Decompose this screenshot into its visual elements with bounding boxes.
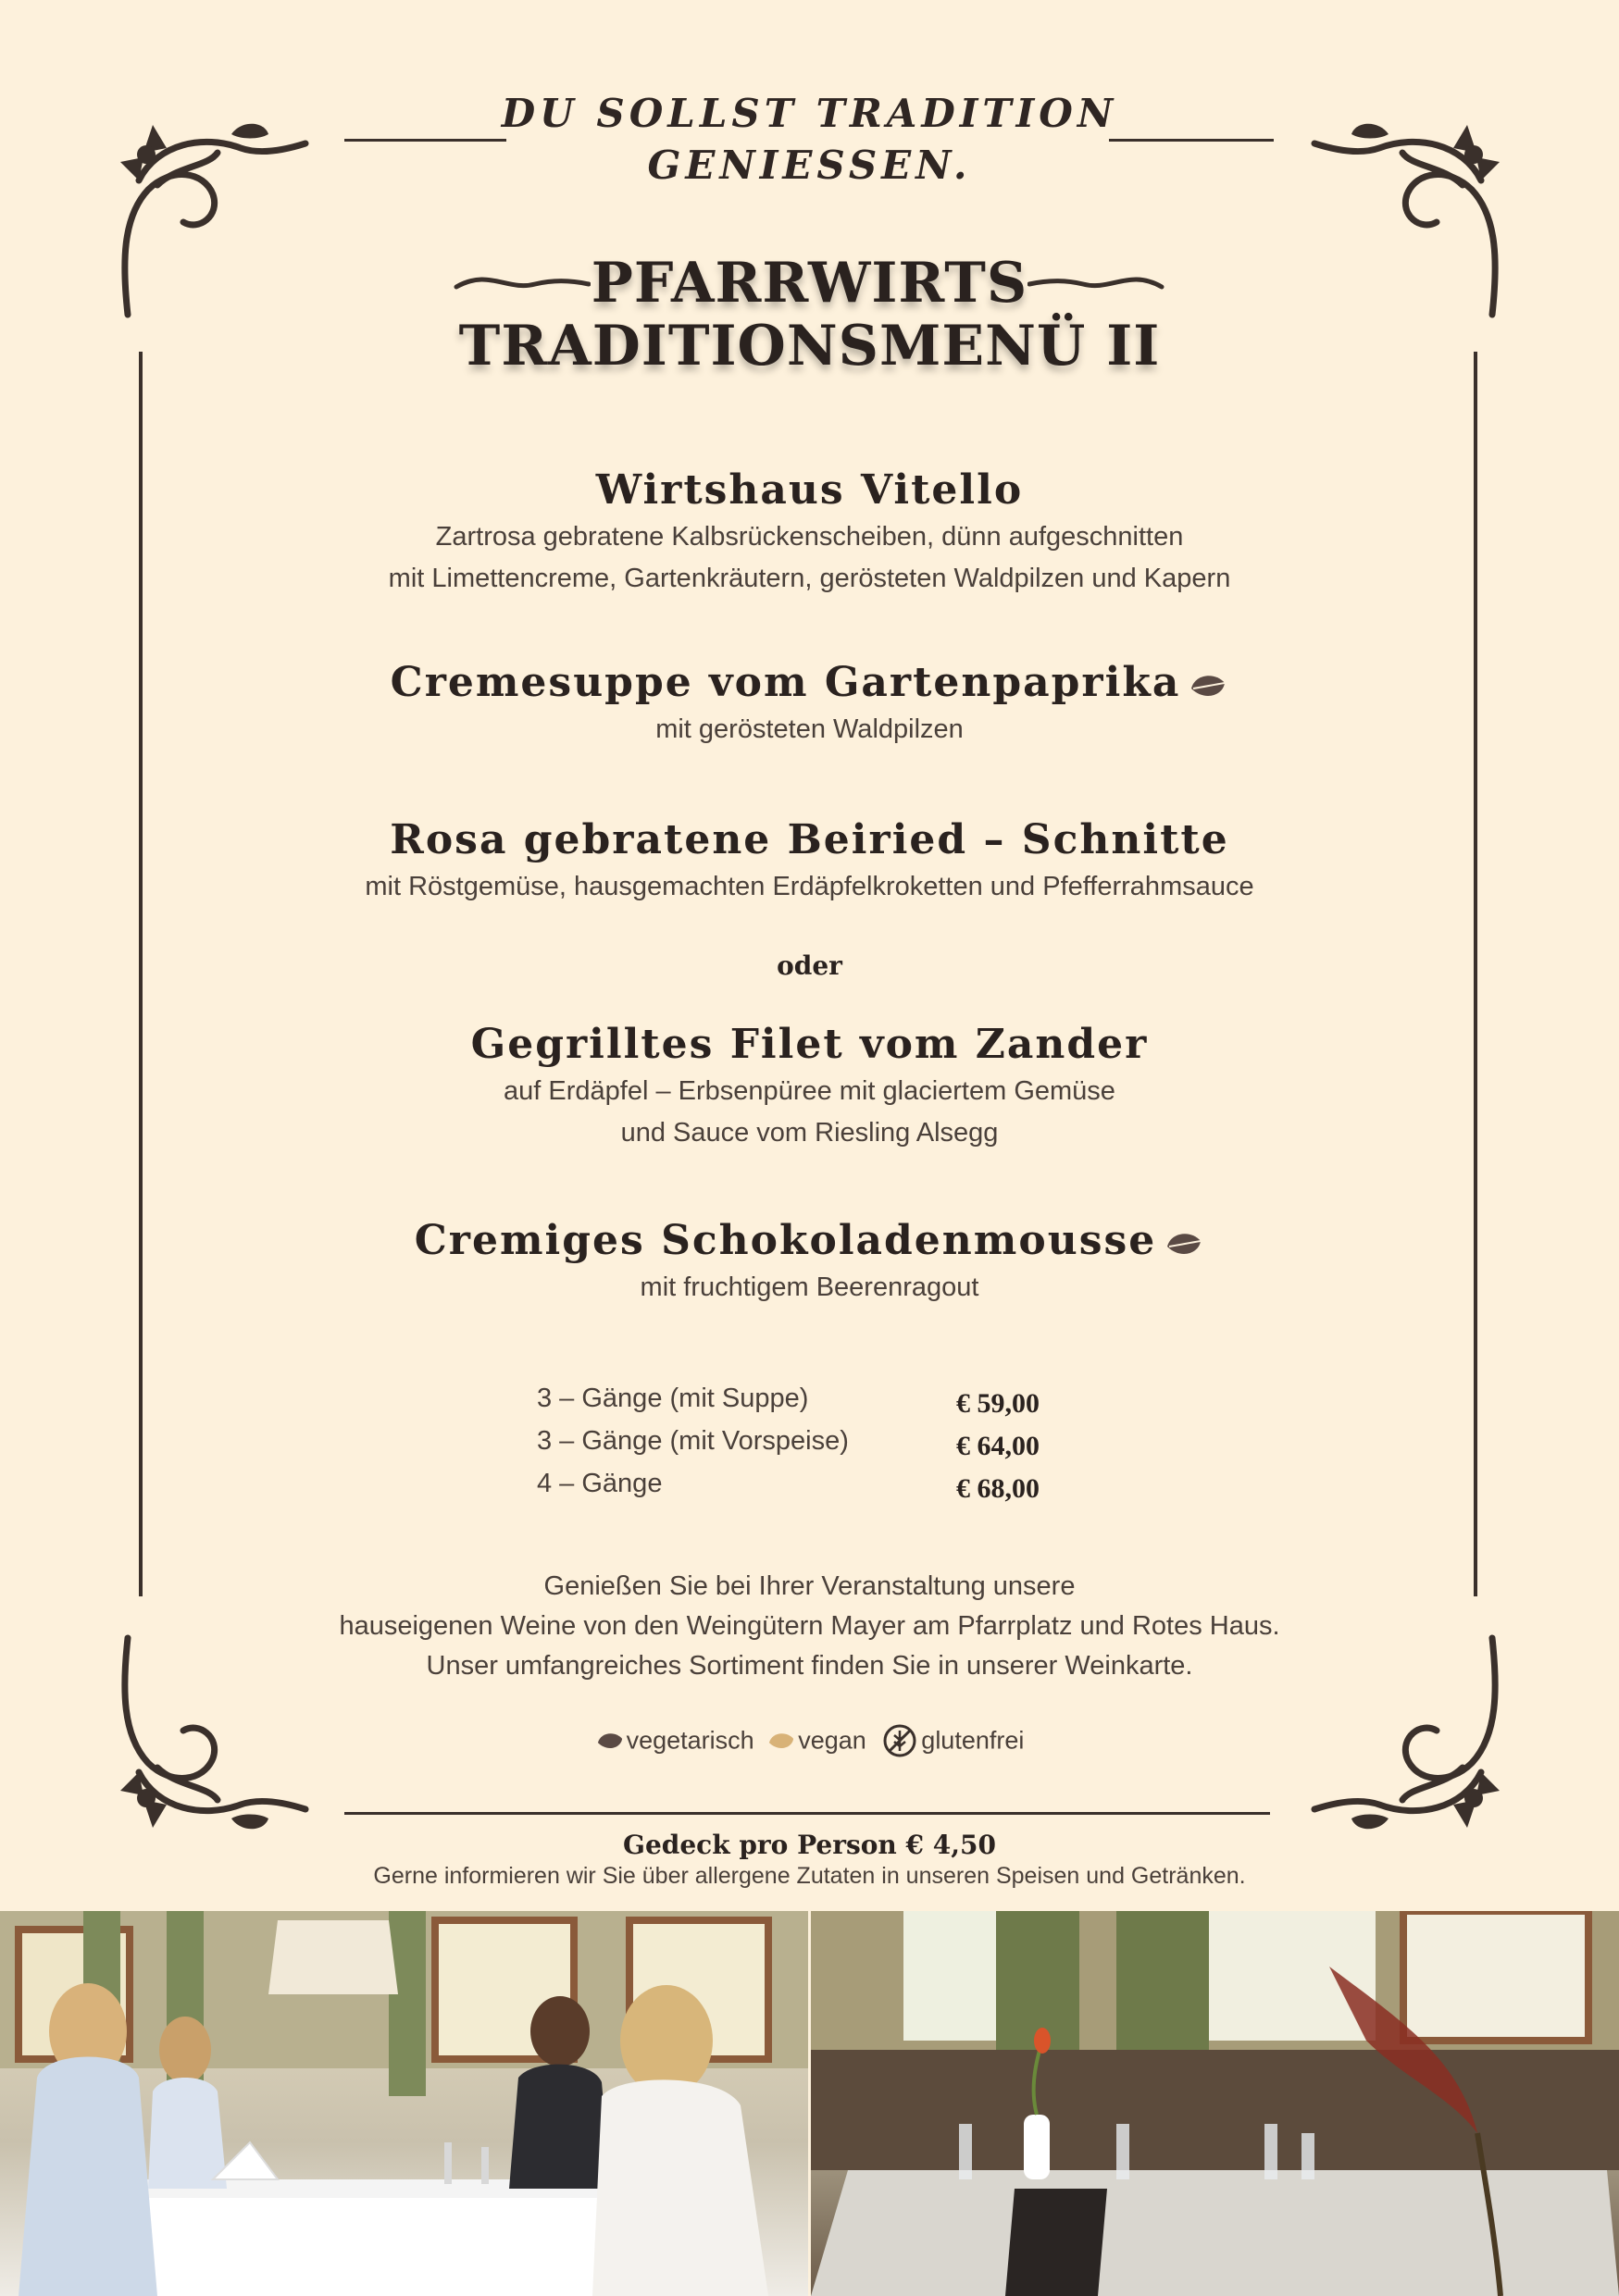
price-label-2: 3 – Gänge (mit Vorspeise) [537, 1426, 849, 1456]
wine-note-line2: hauseigenen Weine von den Weingütern Mayer am Pfarrplatz und Rotes Haus. [339, 1611, 1280, 1641]
price-value-2: € 64,00 [956, 1431, 1040, 1461]
price-value-1: € 59,00 [956, 1388, 1040, 1419]
course-3-desc: mit Röstgemüse, hausgemachten Erdäpfelkroketten und Pfefferrahmsauce [365, 872, 1254, 901]
course-1-name: Wirtshaus Vitello [595, 466, 1024, 514]
oder-separator: oder [777, 950, 842, 981]
wine-note-line1: Genießen Sie bei Ihrer Veranstaltung unsere [543, 1571, 1076, 1601]
vegan-leaf-icon [766, 1729, 796, 1753]
gedeck-price: Gedeck pro Person € 4,50 [623, 1830, 996, 1860]
course-3 [0, 814, 1619, 908]
course-2 [0, 657, 1619, 751]
menu-title [0, 252, 1619, 378]
diet-legend [0, 1723, 1619, 1758]
course-4-name: Gegrilltes Filet vom Zander [470, 1021, 1149, 1068]
restaurant-photo-guests [0, 1911, 808, 2296]
price-label-3: 4 – Gänge [537, 1469, 663, 1498]
bottom-rule [344, 1812, 1270, 1815]
allergen-note: Gerne informieren wir Sie über allergene Zutaten in unseren Speisen und Getränken. [373, 1863, 1246, 1889]
menu-title-line2: TRADITIONSMENÜ II [458, 314, 1161, 379]
tagline-line2: GENIESSEN. [647, 143, 972, 188]
course-1 [0, 465, 1619, 600]
course-4 [0, 1019, 1619, 1154]
course-2-name: Cremesuppe vom Gartenpaprika [390, 659, 1181, 706]
legend-vegetarian: vegetarisch [626, 1726, 754, 1755]
course-5-desc: mit fruchtigem Beerenragout [640, 1272, 979, 1302]
vegetarian-leaf-icon [1164, 1228, 1204, 1260]
vegetarian-leaf-icon [595, 1729, 625, 1753]
legend-glutenfree: glutenfrei [921, 1726, 1025, 1755]
course-3-name: Rosa gebratene Beiried – Schnitte [390, 816, 1229, 863]
wine-note-line3: Unser umfangreiches Sortiment finden Sie in unserer Weinkarte. [426, 1651, 1193, 1681]
course-5 [0, 1215, 1619, 1309]
menu-title-line1: PFARRWIRTS [591, 251, 1028, 316]
gluten-free-icon [882, 1723, 917, 1758]
wine-note [0, 1567, 1619, 1686]
course-1-desc-line2: mit Limettencreme, Gartenkräutern, gerösteten Waldpilzen und Kapern [388, 564, 1231, 593]
price-value-3: € 68,00 [956, 1473, 1040, 1504]
course-2-desc: mit gerösteten Waldpilzen [655, 714, 964, 744]
course-1-desc-line1: Zartrosa gebratene Kalbsrückenscheiben, dünn aufgeschnitten [435, 522, 1184, 552]
price-label-1: 3 – Gänge (mit Suppe) [537, 1384, 809, 1413]
legend-vegan: vegan [798, 1726, 866, 1755]
vegetarian-leaf-icon [1188, 670, 1228, 701]
course-5-name: Cremiges Schokoladenmousse [414, 1217, 1157, 1264]
course-4-desc-line2: und Sauce vom Riesling Alsegg [620, 1118, 999, 1148]
restaurant-photo-table [811, 1911, 1619, 2296]
course-4-desc-line1: auf Erdäpfel – Erbsenpüree mit glaciertem Gemüse [504, 1076, 1115, 1106]
tagline [0, 88, 1619, 192]
tagline-line1: DU SOLLST TRADITION [501, 91, 1118, 136]
